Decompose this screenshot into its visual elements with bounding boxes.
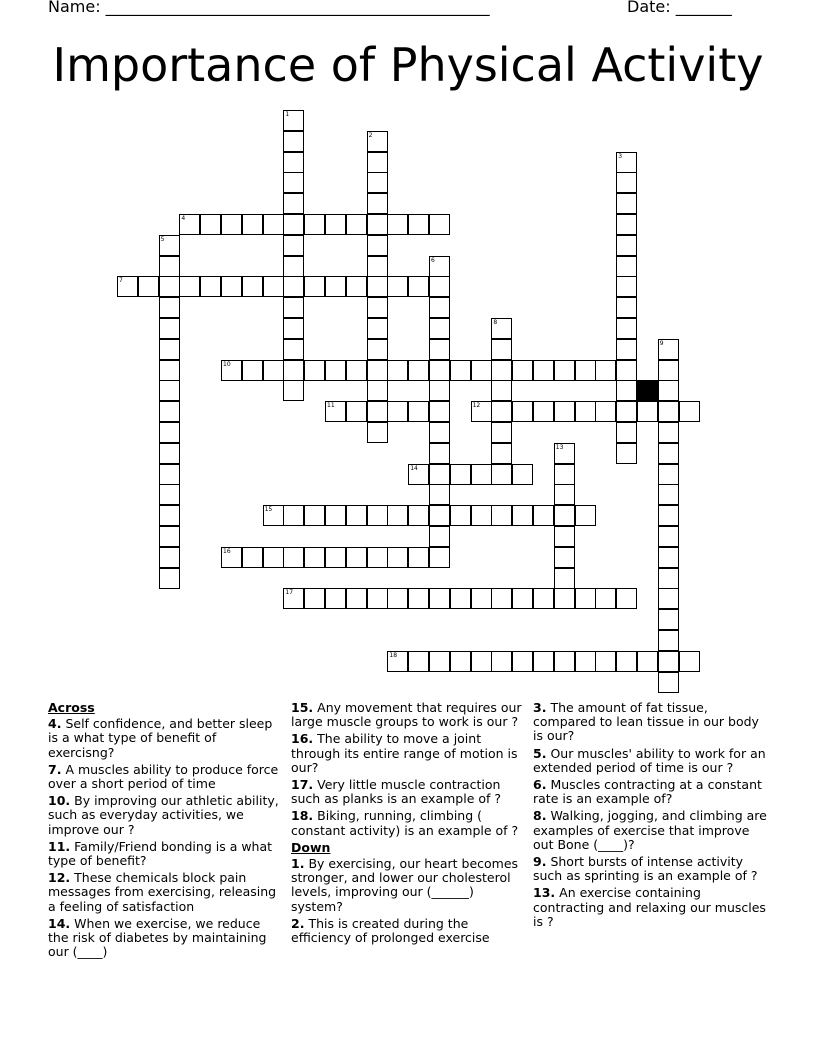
grid-cell[interactable] [575,505,596,526]
clue-down-9: 9. Short bursts of intense activity such as sprinting is an example of ? [533,854,758,884]
clue-number-label: 1 [285,111,290,118]
grid-cell-1[interactable] [283,110,304,131]
grid-cell[interactable] [387,360,408,381]
grid-cell[interactable] [283,193,304,214]
grid-cell[interactable] [283,297,304,318]
grid-cell[interactable] [491,588,512,609]
grid-cell[interactable] [658,568,679,589]
grid-cell[interactable] [367,235,388,256]
down-heading: Down [291,839,331,855]
grid-cell[interactable] [346,588,367,609]
grid-cell[interactable] [242,276,263,297]
grid-cell[interactable] [512,401,533,422]
grid-cell[interactable] [283,214,304,235]
grid-cell[interactable] [429,588,450,609]
clue-down-5: 5. Our muscles' ability to work for an extended period of time is our ? [533,745,766,775]
grid-cell[interactable] [367,588,388,609]
grid-cell[interactable] [429,401,450,422]
grid-cell[interactable] [325,276,346,297]
grid-cell[interactable] [367,172,388,193]
grid-cell[interactable] [325,505,346,526]
clue-number-label: 3 [618,152,623,160]
grid-cell[interactable] [367,401,388,422]
grid-cell[interactable] [616,235,637,256]
grid-cell[interactable] [159,318,180,339]
grid-cell[interactable] [429,505,450,526]
grid-cell[interactable] [533,360,554,381]
grid-cell[interactable] [263,214,284,235]
grid-cell[interactable] [263,360,284,381]
grid-cell[interactable] [408,360,429,381]
grid-cell[interactable] [283,256,304,277]
grid-cell-13[interactable] [554,443,575,464]
grid-cell[interactable] [450,464,471,485]
clue-number-label: 9 [659,339,664,347]
grid-cell[interactable] [429,422,450,443]
grid-cell[interactable] [595,588,616,609]
grid-cell[interactable] [658,547,679,568]
grid-cell[interactable] [429,651,450,672]
grid-cell[interactable] [595,401,616,422]
grid-cell[interactable] [471,505,492,526]
grid-cell[interactable] [159,256,180,277]
grid-cell[interactable] [367,339,388,360]
grid-cell[interactable] [283,318,304,339]
grid-cell[interactable] [429,339,450,360]
grid-cell[interactable] [346,214,367,235]
grid-cell[interactable] [242,214,263,235]
grid-cell[interactable] [658,401,679,422]
grid-cell[interactable] [263,276,284,297]
grid-cell[interactable] [367,193,388,214]
grid-cell[interactable] [367,256,388,277]
grid-cell[interactable] [616,401,637,422]
grid-cell[interactable] [429,214,450,235]
grid-cell[interactable] [554,505,575,526]
grid-cell[interactable] [471,464,492,485]
clue-number-label: 13 [555,443,564,451]
grid-cell[interactable] [387,588,408,609]
grid-cell[interactable] [658,609,679,630]
grid-cell[interactable] [616,651,637,672]
grid-cell[interactable] [367,276,388,297]
grid-cell[interactable] [159,297,180,318]
clue-down-3: 3. The amount of fat tissue, compared to lean tissue in our body is our? [533,700,759,744]
grid-cell[interactable] [491,360,512,381]
grid-cell[interactable] [200,214,221,235]
grid-cell[interactable] [242,360,263,381]
grid-cell[interactable] [387,214,408,235]
grid-cell[interactable] [429,443,450,464]
clue-number-label: 10 [223,360,231,368]
grid-cell[interactable] [429,318,450,339]
clue-number-label: 11 [327,402,335,410]
grid-cell-14[interactable] [408,464,429,485]
clue-across-10: 10. By improving our athletic ability, such as everyday activities, we improve our ? [48,793,279,837]
grid-cell-10[interactable] [221,360,242,381]
grid-cell[interactable] [346,505,367,526]
grid-cell[interactable] [304,547,325,568]
grid-cell[interactable] [346,401,367,422]
grid-cell[interactable] [429,547,450,568]
grid-cell[interactable] [159,443,180,464]
clue-across-12: 12. These chemicals block pain messages from exercising, releasing a feeling of satisfaction [48,870,277,914]
grid-cell[interactable] [512,360,533,381]
grid-cell[interactable] [575,588,596,609]
clue-number-label: 17 [285,589,294,597]
grid-cell[interactable] [159,526,180,547]
grid-cell[interactable] [637,401,658,422]
grid-cell[interactable] [429,484,450,505]
grid-cell[interactable] [138,276,159,297]
grid-cell[interactable] [658,630,679,651]
page-title: Importance of Physical Activity [52,38,764,92]
grid-cell[interactable] [554,464,575,485]
grid-cell[interactable] [179,276,200,297]
clue-across-18: 18. Biking, running, climbing ( constant activity) is an example of ? [291,808,519,838]
grid-cell-16[interactable] [221,547,242,568]
grid-cell[interactable] [491,464,512,485]
clue-across-16: 16. The ability to move a joint through its entire range of motion is our? [291,731,518,775]
grid-cell[interactable] [512,651,533,672]
clue-number-label: 5 [160,235,165,243]
grid-cell[interactable] [554,526,575,547]
grid-cell[interactable] [367,505,388,526]
grid-cell[interactable] [658,505,679,526]
grid-cell[interactable] [679,401,700,422]
grid-cell-18[interactable] [387,651,408,672]
grid-cell[interactable] [408,276,429,297]
grid-cell[interactable] [450,505,471,526]
grid-cell[interactable] [304,214,325,235]
grid-cell[interactable] [471,360,492,381]
grid-cell[interactable] [429,297,450,318]
clue-across-17: 17. Very little muscle contraction such as planks is an example of ? [291,777,502,807]
grid-cell[interactable] [283,131,304,152]
grid-cell[interactable] [616,422,637,443]
grid-cell[interactable] [408,214,429,235]
grid-cell[interactable] [367,360,388,381]
grid-cell[interactable] [408,547,429,568]
grid-cell[interactable] [616,172,637,193]
grid-cell[interactable] [429,276,450,297]
blocked-cell [637,380,658,401]
grid-cell[interactable] [346,360,367,381]
grid-cell[interactable] [554,568,575,589]
clue-number-label: 14 [410,464,418,472]
grid-cell[interactable] [533,401,554,422]
clue-number-label: 6 [431,256,435,264]
clue-across-7: 7. A muscles ability to produce force over a short period of time [48,761,279,792]
grid-cell[interactable] [304,360,325,381]
grid-cell[interactable] [367,214,388,235]
grid-cell[interactable] [159,505,180,526]
grid-cell[interactable] [408,651,429,672]
grid-cell[interactable] [283,276,304,297]
clue-down-1: 1. By exercising, our heart becomes stronger, and lower our cholesterol levels, improving our (______) system? [291,856,519,914]
grid-cell[interactable] [658,380,679,401]
grid-cell[interactable] [658,422,679,443]
grid-cell[interactable] [159,360,180,381]
grid-cell[interactable] [471,651,492,672]
clues-column-2 [291,701,526,948]
grid-cell[interactable] [283,360,304,381]
grid-cell[interactable] [491,505,512,526]
grid-cell[interactable] [408,588,429,609]
grid-cell[interactable] [450,588,471,609]
grid-cell[interactable] [512,588,533,609]
clues-column-1 [48,701,280,962]
grid-cell-9[interactable] [658,339,679,360]
clue-down-6: 6. Muscles contracting at a constant rate is an example of? [533,777,762,807]
grid-cell[interactable] [283,505,304,526]
grid-cell[interactable] [575,360,596,381]
grid-cell[interactable] [616,339,637,360]
grid-cell[interactable] [283,152,304,173]
clue-across-11: 11. Family/Friend bonding is a what type of benefit? [48,838,273,869]
grid-cell[interactable] [658,484,679,505]
grid-cell-5[interactable] [159,235,180,256]
grid-cell-6[interactable] [429,256,450,277]
grid-cell[interactable] [471,588,492,609]
grid-cell[interactable] [575,401,596,422]
grid-cell[interactable] [554,401,575,422]
grid-cell[interactable] [159,568,180,589]
grid-cell[interactable] [408,401,429,422]
grid-cell[interactable] [159,380,180,401]
grid-cell[interactable] [616,214,637,235]
grid-cell[interactable] [450,360,471,381]
grid-cell[interactable] [408,505,429,526]
grid-cell[interactable] [367,152,388,173]
grid-cell-8[interactable] [491,318,512,339]
grid-cell[interactable] [616,443,637,464]
grid-cell[interactable] [283,339,304,360]
clue-down-2: 2. This is created during the efficiency of prolonged exercise [291,915,490,946]
grid-cell[interactable] [263,547,284,568]
grid-cell[interactable] [367,547,388,568]
grid-cell[interactable] [159,422,180,443]
name-field-label: Name: ________________________________________________ [48,0,490,16]
grid-cell[interactable] [554,484,575,505]
grid-cell[interactable] [283,380,304,401]
clue-down-8: 8. Walking, jogging, and climbing are examples of exercise that improve out Bone (____)? [533,808,767,852]
grid-cell[interactable] [367,318,388,339]
clue-number-label: 4 [181,215,186,222]
grid-cell[interactable] [304,505,325,526]
grid-cell[interactable] [367,422,388,443]
grid-cell[interactable] [491,401,512,422]
grid-cell[interactable] [554,588,575,609]
grid-cell[interactable] [616,256,637,277]
grid-cell[interactable] [367,380,388,401]
grid-cell[interactable] [283,172,304,193]
grid-cell[interactable] [616,276,637,297]
grid-cell[interactable] [575,651,596,672]
grid-cell[interactable] [450,651,471,672]
grid-cell[interactable] [159,401,180,422]
grid-cell[interactable] [159,276,180,297]
grid-cell-2[interactable] [367,131,388,152]
grid-cell[interactable] [491,443,512,464]
grid-cell[interactable] [616,297,637,318]
grid-cell[interactable] [533,588,554,609]
grid-cell[interactable] [658,651,679,672]
grid-cell[interactable] [346,547,367,568]
grid-cell[interactable] [658,464,679,485]
grid-cell[interactable] [346,276,367,297]
grid-cell[interactable] [159,464,180,485]
clue-number-label: 12 [472,402,481,410]
clue-number-label: 15 [264,506,273,514]
clues-column-3 [533,701,769,932]
grid-cell[interactable] [658,360,679,381]
grid-cell[interactable] [491,339,512,360]
grid-cell[interactable] [367,297,388,318]
grid-cell[interactable] [304,276,325,297]
grid-cell[interactable] [616,360,637,381]
grid-cell[interactable] [554,651,575,672]
grid-cell[interactable] [429,464,450,485]
clue-across-15: 15. Any movement that requires our large muscle groups to work is our ? [291,700,522,730]
grid-cell[interactable] [658,588,679,609]
grid-cell-7[interactable] [117,276,138,297]
grid-cell[interactable] [679,651,700,672]
grid-cell[interactable] [658,672,679,693]
grid-cell[interactable] [658,443,679,464]
grid-cell-3[interactable] [616,152,637,173]
grid-cell[interactable] [325,547,346,568]
grid-cell-4[interactable] [179,214,200,235]
grid-cell[interactable] [595,360,616,381]
grid-cell[interactable] [387,505,408,526]
grid-cell[interactable] [325,214,346,235]
grid-cell[interactable] [512,505,533,526]
clue-across-14: 14. When we exercise, we reduce the risk of diabetes by maintaining our (____) [48,915,267,960]
grid-cell[interactable] [325,588,346,609]
grid-cell[interactable] [491,651,512,672]
grid-cell-12[interactable] [471,401,492,422]
grid-cell[interactable] [283,547,304,568]
grid-cell[interactable] [387,401,408,422]
grid-cell[interactable] [387,276,408,297]
grid-cell[interactable] [283,235,304,256]
clue-number-label: 7 [119,277,123,285]
grid-cell[interactable] [554,547,575,568]
grid-cell-15[interactable] [263,505,284,526]
grid-cell[interactable] [304,588,325,609]
grid-cell[interactable] [325,360,346,381]
grid-cell[interactable] [200,276,221,297]
grid-cell[interactable] [491,422,512,443]
clue-number-label: 2 [368,131,373,139]
grid-cell[interactable] [554,360,575,381]
grid-cell[interactable] [221,214,242,235]
grid-cell[interactable] [533,651,554,672]
grid-cell-17[interactable] [283,588,304,609]
grid-cell[interactable] [637,651,658,672]
grid-cell[interactable] [159,339,180,360]
grid-cell[interactable] [159,547,180,568]
grid-cell[interactable] [616,318,637,339]
grid-cell-11[interactable] [325,401,346,422]
across-heading: Across [48,700,95,715]
grid-cell[interactable] [159,484,180,505]
grid-cell[interactable] [387,547,408,568]
grid-cell[interactable] [658,526,679,547]
grid-cell[interactable] [429,526,450,547]
grid-cell[interactable] [616,193,637,214]
date-field-label: Date: _______ [627,0,732,16]
grid-cell[interactable] [616,588,637,609]
grid-cell[interactable] [429,360,450,381]
grid-cell[interactable] [595,651,616,672]
grid-cell[interactable] [616,380,637,401]
clue-number-label: 8 [493,319,498,326]
clue-across-4: 4. Self confidence, and better sleep is a what type of benefit of exercisng? [48,716,273,760]
grid-cell[interactable] [512,464,533,485]
clue-number-label: 16 [223,547,231,555]
grid-cell[interactable] [491,380,512,401]
grid-cell[interactable] [221,276,242,297]
clue-number-label: 18 [389,651,398,659]
grid-cell[interactable] [242,547,263,568]
grid-cell[interactable] [533,505,554,526]
grid-cell[interactable] [429,380,450,401]
clue-down-13: 13. An exercise containing contracting and relaxing our muscles is ? [533,885,766,929]
